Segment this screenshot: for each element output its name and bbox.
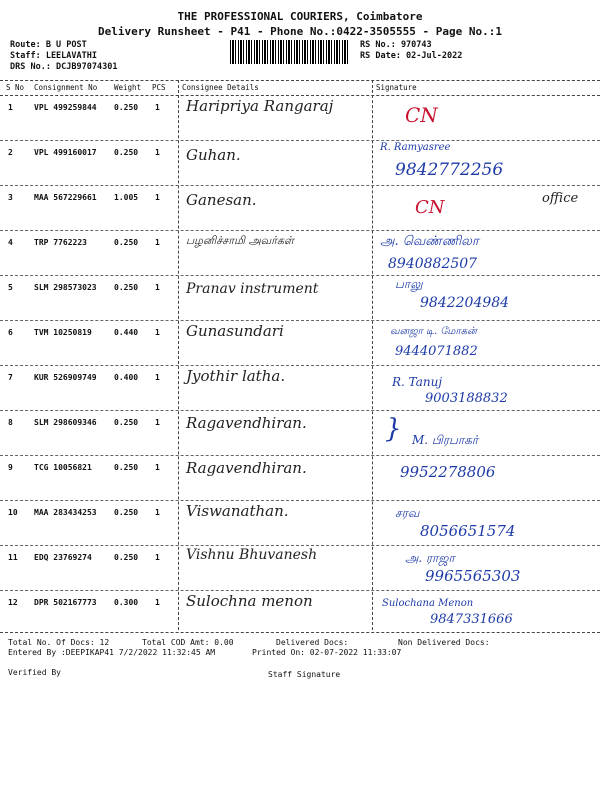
row-consignment: VPL 499160017	[34, 148, 97, 157]
row-weight: 0.250	[114, 553, 139, 562]
row-signature: R. Tanuj	[392, 375, 443, 389]
non-delivered-docs: Non Delivered Docs:	[398, 638, 490, 647]
table-row	[0, 500, 600, 546]
table-row	[0, 230, 600, 276]
col-pcs: PCS	[152, 83, 166, 92]
runsheet-subtitle: Delivery Runsheet - P41 - Phone No.:0422-3505555 - Page No.:1	[98, 25, 502, 38]
row-sno: 12	[8, 598, 18, 607]
row-sno: 11	[8, 553, 18, 562]
row-weight: 0.250	[114, 238, 139, 247]
row-pcs: 1	[155, 463, 160, 472]
row-signature: M. பிரபாகர்	[412, 433, 479, 447]
table-row	[0, 95, 600, 141]
barcode-image	[230, 40, 350, 64]
entered-by: Entered By :DEEPIKAP41 7/2/2022 11:32:45 AM	[8, 648, 216, 657]
row-signature: அ. ராஜா	[405, 551, 455, 565]
row-weight: 0.400	[114, 373, 139, 382]
col-sno: S No	[6, 83, 25, 92]
row-phone: 9444071882	[395, 344, 478, 359]
col-consignee: Consignee Details	[182, 83, 259, 92]
row-weight: 0.250	[114, 283, 139, 292]
table-row	[0, 433, 600, 501]
row-consignment: EDQ 23769274	[34, 553, 92, 562]
row-weight: 0.250	[114, 148, 139, 157]
row-pcs: 1	[155, 508, 160, 517]
row-consignee: Sulochna menon	[186, 592, 313, 610]
table-row	[0, 140, 600, 186]
route-label: Route: B U POST	[10, 40, 87, 50]
row-sno: 9	[8, 463, 13, 472]
row-consignee: Ragavendhiran.	[186, 459, 307, 477]
row-phone: 9842204984	[420, 295, 510, 311]
row-sno: 1	[8, 103, 13, 112]
row-phone: 9003188832	[425, 391, 508, 406]
table-row	[0, 185, 600, 231]
row-weight: 0.250	[114, 103, 139, 112]
row-phone: office	[542, 191, 579, 206]
table-row	[0, 590, 600, 635]
row-consignee: Haripriya Rangaraj	[186, 97, 334, 115]
row-signature: வனஜா டி. மோகன்	[390, 326, 477, 337]
row-consignment: TVM 10250819	[34, 328, 92, 337]
row-consignee: Gunasundari	[186, 322, 284, 340]
row-pcs: 1	[155, 328, 160, 337]
row-sno: 10	[8, 508, 18, 517]
row-consignment: MAA 567229661	[34, 193, 97, 202]
rs-number: RS No.: 970743	[360, 40, 432, 50]
col-consignment: Consignment No	[34, 83, 98, 92]
table-row	[0, 275, 600, 321]
row-weight: 0.300	[114, 598, 139, 607]
row-signature: CN	[415, 197, 445, 218]
row-pcs: 1	[155, 193, 160, 202]
row-sno: 7	[8, 373, 13, 382]
row-phone: 8940882507	[388, 256, 478, 272]
row-phone: 8056651574	[420, 522, 516, 540]
row-sno: 2	[8, 148, 13, 157]
row-consignee: Guhan.	[186, 146, 241, 164]
delivered-docs: Delivered Docs:	[276, 638, 349, 647]
row-pcs: 1	[155, 103, 160, 112]
bracket-mark: }	[385, 414, 402, 444]
row-signature: Sulochana Menon	[382, 598, 474, 609]
row-signature: பாலு	[395, 277, 423, 291]
table-row	[0, 545, 600, 591]
total-cod: Total COD Amt: 0.00	[142, 638, 234, 647]
table-row	[0, 320, 600, 366]
row-consignment: DPR 502167773	[34, 598, 97, 607]
verified-by: Verified By	[8, 668, 61, 677]
printed-on: Printed On: 02-07-2022 11:33:07	[252, 648, 402, 657]
row-consignee: Pranav instrument	[186, 281, 319, 297]
row-consignment: VPL 499259844	[34, 103, 97, 112]
staff-label: Staff: LEELAVATHI	[10, 51, 97, 61]
row-pcs: 1	[155, 373, 160, 382]
row-weight: 0.250	[114, 508, 139, 517]
total-docs: Total No. Of Docs: 12	[8, 638, 110, 647]
row-sno: 6	[8, 328, 13, 337]
row-phone: 9952278806	[400, 463, 496, 481]
row-pcs: 1	[155, 283, 160, 292]
row-consignee: Viswanathan.	[186, 502, 289, 520]
table-header	[0, 80, 600, 96]
rs-date: RS Date: 02-Jul-2022	[360, 51, 463, 61]
row-consignment: TCG 10056821	[34, 463, 92, 472]
col-signature: Signature	[376, 83, 417, 92]
row-signature: அ. வெண்ணிலா	[380, 234, 479, 249]
row-consignee: பழனிச்சாமி அவர்கள்	[186, 234, 294, 247]
row-sno: 3	[8, 193, 13, 202]
company-title: THE PROFESSIONAL COURIERS, Coimbatore	[177, 10, 423, 23]
footer-divider	[0, 632, 600, 633]
table-row	[0, 365, 600, 411]
row-weight: 1.005	[114, 193, 139, 202]
staff-signature: Staff Signature	[268, 670, 341, 679]
row-pcs: 1	[155, 418, 160, 427]
row-pcs: 1	[155, 553, 160, 562]
row-signature: R. Ramyasree	[380, 142, 451, 153]
col-weight: Weight	[114, 83, 142, 92]
row-phone: 9965565303	[425, 567, 521, 585]
row-weight: 0.440	[114, 328, 139, 337]
row-sno: 8	[8, 418, 13, 427]
row-pcs: 1	[155, 598, 160, 607]
row-consignment: TRP 7762223	[34, 238, 87, 247]
row-weight: 0.250	[114, 418, 139, 427]
row-consignee: Ragavendhiran.	[186, 414, 307, 432]
drs-number: DRS No.: DCJB97074301	[10, 62, 118, 72]
row-consignment: SLM 298573023	[34, 283, 97, 292]
table-row	[0, 410, 600, 456]
row-consignee: Jyothir latha.	[186, 367, 286, 385]
row-pcs: 1	[155, 238, 160, 247]
row-consignee: Vishnu Bhuvanesh	[186, 547, 318, 563]
row-phone: 9847331666	[430, 612, 513, 627]
row-phone: 9842772256	[395, 160, 504, 180]
row-sno: 5	[8, 283, 13, 292]
row-consignment: MAA 283434253	[34, 508, 97, 517]
row-signature: CN	[405, 103, 438, 127]
row-consignee: Ganesan.	[186, 191, 257, 209]
row-sno: 4	[8, 238, 13, 247]
row-consignment: SLM 298609346	[34, 418, 97, 427]
row-weight: 0.250	[114, 463, 139, 472]
row-signature: சரவ	[395, 506, 420, 520]
row-consignment: KUR 526909749	[34, 373, 97, 382]
row-pcs: 1	[155, 148, 160, 157]
